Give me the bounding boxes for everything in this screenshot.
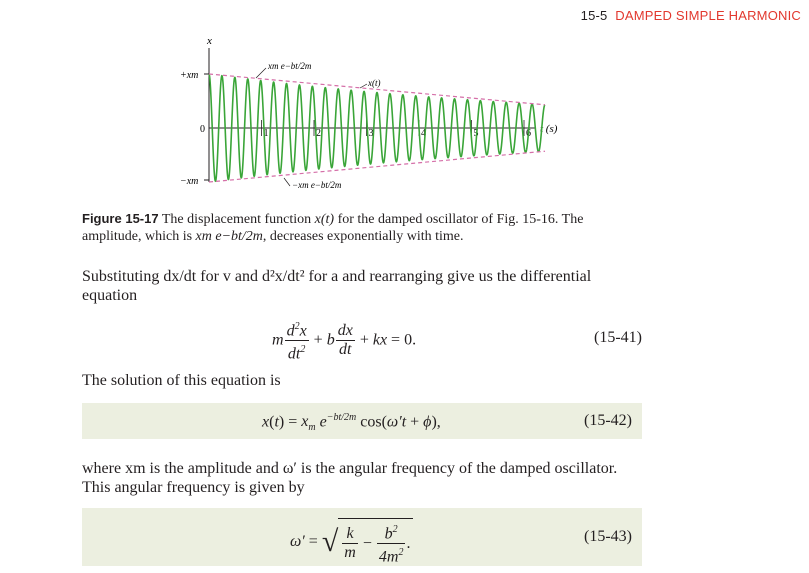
caption-text-2: for the damped oscillator of Fig. 15-16. The amplitude, which is xyxy=(82,212,584,244)
zero-label: 0 xyxy=(200,124,205,135)
lower-envelope-leader xyxy=(284,178,290,186)
upper-envelope-label: xm e−bt/2m xyxy=(268,61,312,71)
x-tick-label-5: 5 xyxy=(473,128,479,139)
plus-xm-label: +xm xyxy=(180,70,199,81)
x-tick-label-1: 1 xyxy=(263,128,269,139)
equation-15-42-body: $x(t) = x_m$ $e^{-bt/2m}$ cos(ω′t + ϕ), xyxy=(262,412,441,434)
x-tick-label-2: 2 xyxy=(316,128,321,139)
x-tick-label-6: 6 xyxy=(526,128,531,139)
caption-text-1: The displacement function xyxy=(161,212,312,227)
y-axis-label: x xyxy=(207,35,212,47)
equation-15-41-body: m $\frac{d^2x}{dt^2}$ + b $\frac{dx}{dt}$ + kx = 0. xyxy=(272,318,416,364)
paragraph-3: where xm is the amplitude and ω′ is the angular frequency of the damped oscillator. This angular frequency is given by xyxy=(82,460,618,496)
minus-xm-label: −xm xyxy=(180,176,199,187)
x-tick-label-3: 3 xyxy=(368,128,374,139)
equation-15-41-number: (15-41) xyxy=(594,329,642,346)
curve-label: x(t) xyxy=(368,78,381,88)
figure-caption xyxy=(82,210,642,245)
equation-15-43 xyxy=(82,508,642,566)
section-number: 15-5 xyxy=(580,8,608,23)
damped-oscillation-figure xyxy=(160,30,590,200)
caption-text-3: , decreases exponentially with time. xyxy=(262,229,464,244)
equation-15-41 xyxy=(82,318,642,363)
lower-envelope-label: −xm e−bt/2m xyxy=(292,180,342,190)
running-header xyxy=(581,8,801,23)
caption-amp: xm e−bt/2m xyxy=(195,229,263,244)
paragraph-2: The solution of this equation is xyxy=(82,372,281,389)
caption-func: x(t) xyxy=(314,212,335,227)
equation-15-43-body: ω′ = √ $\frac{k}{m}$ − $\frac{b^2}{4m^2}$ . xyxy=(290,518,413,567)
equation-15-42-number: (15-42) xyxy=(584,412,632,429)
figure-label: Figure 15-17 xyxy=(82,211,159,226)
section-title: DAMPED SIMPLE HARMONIC xyxy=(615,8,801,23)
x-axis-label: t (s) xyxy=(540,123,558,135)
lower-envelope xyxy=(209,151,545,182)
curve-leader xyxy=(360,84,367,88)
equation-15-42 xyxy=(82,403,642,439)
equation-15-43-number: (15-43) xyxy=(584,528,632,545)
paragraph-1: Substituting dx/dt for v and d²x/dt² for a and rearranging give us the differential equation xyxy=(82,268,592,304)
upper-envelope-leader xyxy=(256,68,266,78)
x-tick-label-4: 4 xyxy=(421,128,426,139)
